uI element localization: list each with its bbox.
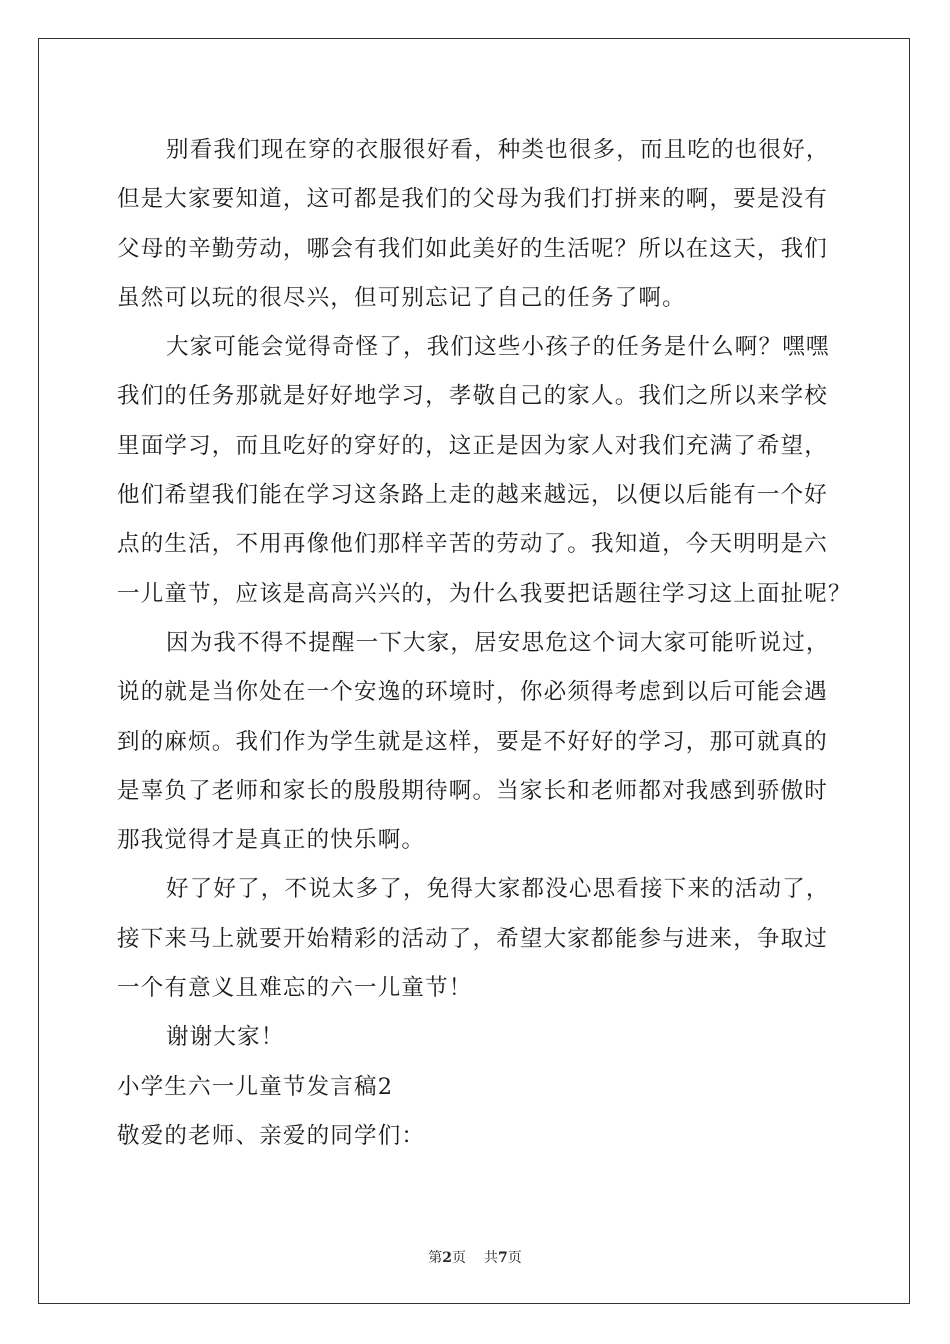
text-line: 一儿童节，应该是高高兴兴的，为什么我要把话题往学习这上面扯呢？ [117,580,852,607]
text-line: 父母的辛勤劳动，哪会有我们如此美好的生活呢？所以在这天，我们 [117,235,829,262]
text-line: 点的生活，不用再像他们那样辛苦的劳动了。我知道，今天明明是六 [117,531,829,558]
paragraph-2-cont [117,372,852,618]
document-body [117,126,852,1161]
text-line: 他们希望我们能在学习这条路上走的越来越远，以便以后能有一个好 [117,482,829,509]
text-line: 谢谢大家！ [166,1024,285,1051]
paragraph-1-cont [117,175,837,323]
text-line: 一个有意义且难忘的六一儿童节！ [117,975,473,1002]
text-line: 说的就是当你处在一个安逸的环境时，你必须得考虑到以后可能会遇 [117,679,829,706]
total-suffix: 页 [507,1250,522,1266]
page-prefix: 第 [428,1250,443,1266]
text-line: 是辜负了老师和家长的殷殷期待啊。当家长和老师都对我感到骄傲时 [117,777,829,804]
page-number: 2 [442,1250,452,1266]
paragraph-1 [117,126,837,175]
text-line: 大家可能会觉得奇怪了，我们这些小孩子的任务是什么啊？嘿嘿 [166,334,830,361]
text-line: 好了好了，不说太多了，免得大家都没心思看接下来的活动了， [166,876,830,903]
total-prefix: 共 [484,1250,498,1266]
paragraph-5 [117,1013,837,1062]
text-line: 因为我不得不提醒一下大家，居安思危这个词大家可能听说过， [166,629,830,656]
text-line: 我们的任务那就是好好地学习，孝敬自己的家人。我们之所以来学校 [117,383,829,410]
text-line: 虽然可以玩的很尽兴，但可别忘记了自己的任务了啊。 [117,284,686,311]
greeting: 敬爱的老师、亲爱的同学们： [117,1122,426,1149]
text-line: 别看我们现在穿的衣服很好看，种类也很多，而且吃的也很好， [166,137,830,163]
text-line: 但是大家要知道，这可都是我们的父母为我们打拼来的啊，要是没有 [117,186,829,213]
paragraph-3 [117,619,837,668]
total-pages: 7 [498,1250,508,1266]
text-line: 里面学习，而且吃好的穿好的，这正是因为家人对我们充满了希望， [117,432,829,459]
paragraph-4 [117,865,837,914]
page-footer [0,1247,950,1267]
text-line: 到的麻烦。我们作为学生就是这样，要是不好好的学习，那可就真的 [117,728,829,755]
page-suffix: 页 [452,1250,466,1266]
paragraph-3-cont [117,668,837,865]
text-line: 接下来马上就要开始精彩的活动了，希望大家都能参与进来，争取过 [117,925,829,952]
text-line: 那我觉得才是真正的快乐啊。 [117,827,426,854]
paragraph-2 [117,323,837,372]
paragraph-4-cont [117,915,837,1014]
section-title: 小学生六一儿童节发言稿2 [117,1073,394,1100]
